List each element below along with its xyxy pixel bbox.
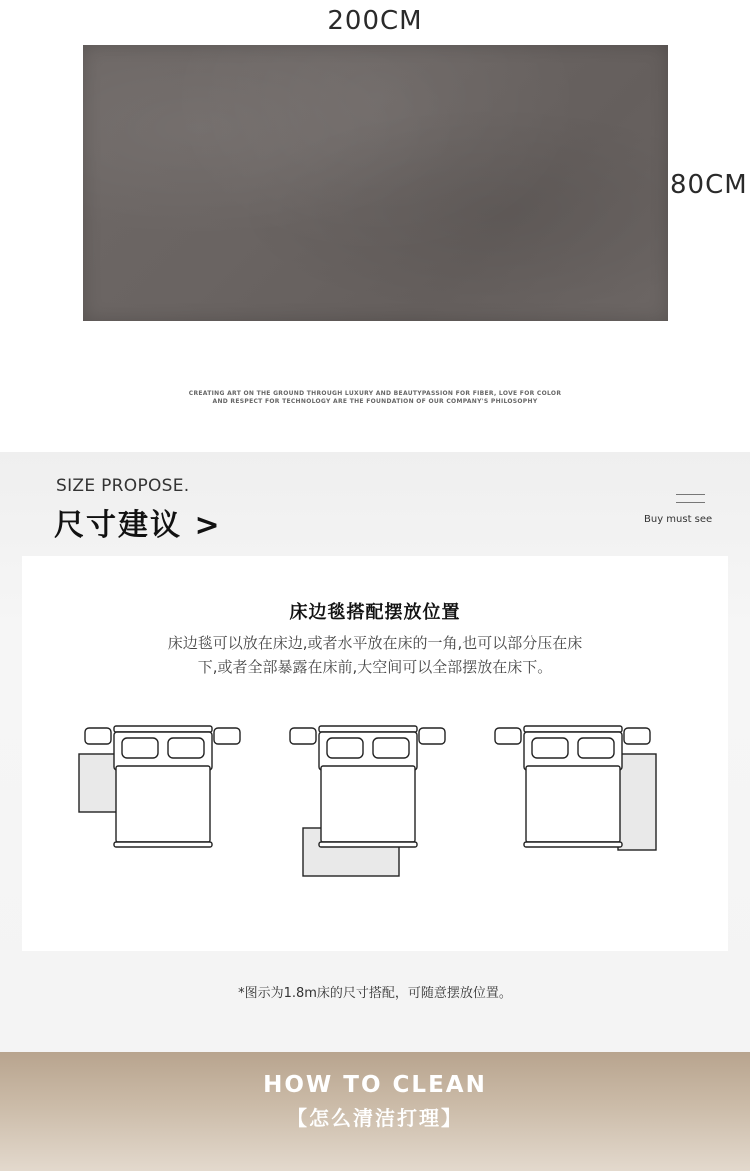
philosophy-line-2: AND RESPECT FOR TECHNOLOGY ARE THE FOUNDATION OF OUR COMPANY'S PHILOSOPHY [212,398,538,405]
rug-width-label: 200CM [327,6,423,36]
philosophy-text [0,390,750,406]
clean-title-cn: 【怎么清洁打理】 [287,1106,463,1130]
bed-placement-diagrams [22,716,728,896]
card-description [132,631,618,679]
bed-right-rug-icon [495,726,656,850]
clean-title-en: HOW TO CLEAN [263,1072,487,1098]
rug-image [83,45,668,321]
card-title: 床边毯搭配摆放位置 [289,602,461,623]
rug-height-label: 80CM [670,170,748,200]
buy-must-see-note: Buy must see [644,514,713,525]
how-to-clean-banner [0,1052,750,1171]
menu-lines-icon [676,494,705,504]
section-title-en: SIZE PROPOSE. [56,476,190,496]
card-desc-line-2: 下,或者全部暴露在床前,大空间可以全部摆放在床下。 [197,658,553,676]
section-title-cn: 尺寸建议 > [54,508,222,543]
bed-left-rug-icon [79,726,240,847]
placement-card [22,556,728,951]
rug-size-section [0,0,750,452]
size-footnote: *图示为1.8m床的尺寸搭配，可随意摆放位置。 [238,986,512,1001]
card-desc-line-1: 床边毯可以放在床边,或者水平放在床的一角,也可以部分压在床 [167,634,583,652]
size-propose-section [0,452,750,1052]
bed-front-rug-icon [290,726,445,876]
philosophy-line-1: CREATING ART ON THE GROUND THROUGH LUXURY AND BEAUTYPASSION FOR FIBER, LOVE FOR COLOR [188,390,562,397]
